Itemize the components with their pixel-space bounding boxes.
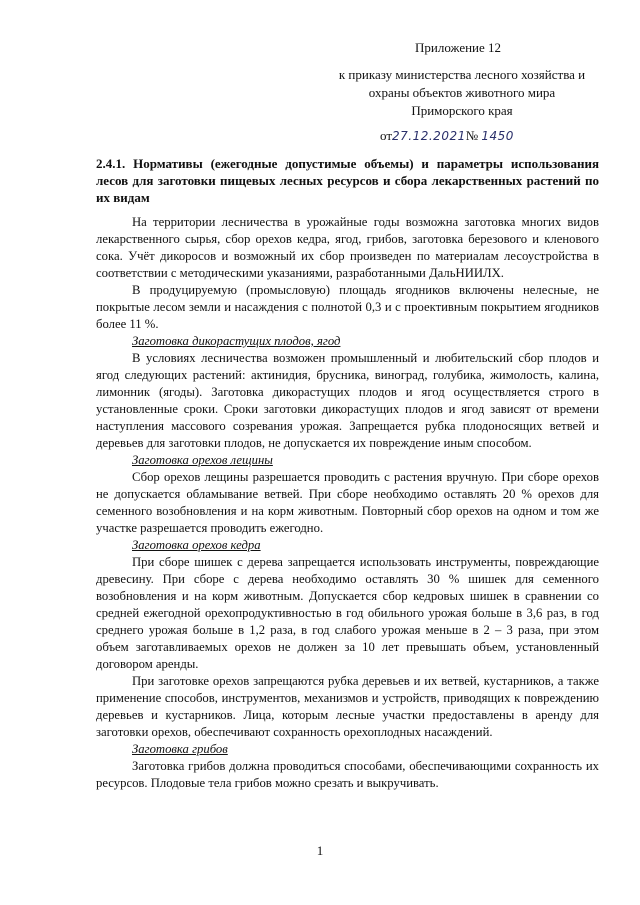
paragraph-mushrooms: Заготовка грибов должна проводиться способами, обеспечивающими сохранность их ресурсов. Плодовые тела грибов можно срезать и выкручивать. <box>96 759 599 790</box>
subheading-cedar-nuts: Заготовка орехов кедра <box>132 538 261 552</box>
paragraph-intro: На территории лесничества в урожайные годы возможна заготовка многих видов лекарственного сырья, сбор орехов кедра, ягод, грибов, заготовка березового и кленового сока. Учёт дикоросов и возможный их сбор произведен по материалам лесоустройства в соответствии с методическими указаниями, разработанными ДальНИИЛХ. <box>96 215 599 280</box>
subheading-hazel-nuts: Заготовка орехов лещины <box>132 453 273 467</box>
subheading-mushrooms: Заготовка грибов <box>132 742 228 756</box>
paragraph-hazel-nuts: Сбор орехов лещины разрешается проводить с растения вручную. При сборе орехов не допускается обламывание ветвей. При сборе необходимо оставлять 20 % орехов для семенного возобновления и на корм животным. Повторный сбор орехов на одном и том же участке разрешается проводить ежегодно. <box>96 470 599 535</box>
number-prefix: № <box>465 128 479 143</box>
page-number: 1 <box>316 843 324 858</box>
paragraph-berry-area: В продуцируемую (промысловую) площадь ягодников включены нелесные, не покрытые лесом земли и насаждения с полнотой 0,3 и с проективным покрытием ягодников более 11 %. <box>96 283 599 331</box>
paragraph-cedar-nuts-1: При сборе шишек с дерева запрещается использовать инструменты, повреждающие древесину. При сборе с дерева необходимо оставлять 30 % шишек для семенного возобновления и на корм животным. Допускается сбор кедровых шишек в сравнении со средней ежегодной орехопродуктивностью в год обильного урожая больше в 3,6 раз, в год среднего урожая больше в 1,2 раза, в год слабого урожая меньше в 2 – 3 раза, при этом объем заготавливаемых орехов не должен за 10 лет превышать объем, установленный договором аренды. <box>96 555 599 671</box>
document-body <box>96 214 599 792</box>
order-reference <box>300 66 624 120</box>
order-line-3: Приморского края <box>411 103 513 118</box>
date-prefix: от <box>380 128 393 143</box>
section-heading: 2.4.1. Нормативы (ежегодные допустимые объемы) и параметры использования лесов для заготовки пищевых лесных ресурсов и сбора лекарственных растений по их видам <box>96 156 599 205</box>
appendix-label: Приложение 12 <box>415 40 502 55</box>
handwritten-date: 27.12.2021 <box>392 129 466 143</box>
paragraph-fruits-berries: В условиях лесничества возможен промышленный и любительский сбор плодов и ягод следующих растений: актинидия, брусника, виноград, голубика, жимолость, калина, лимонник (ягоды). Заготовка дикорастущих плодов и ягод осуществляется строго в установленные сроки. Сроки заготовки дикорастущих плодов и ягод зависят от времени наступления массового созревания урожая. Запрещается рубка плодоносящих ветвей и деревьев для заготовки плодов, не допускается их повреждение иным способом. <box>96 351 599 450</box>
order-line-2: охраны объектов животного мира <box>368 85 556 100</box>
paragraph-cedar-nuts-2: При заготовке орехов запрещаются рубка деревьев и их ветвей, кустарников, а также применение способов, инструментов, механизмов и устройств, приводящих к повреждению деревьев и кустарников. Лица, которым лесные участки предоставлены в аренду для заготовки орехов, обеспечивают сохранность орехоплодных насаждений. <box>96 674 599 739</box>
subheading-fruits-berries: Заготовка дикорастущих плодов, ягод <box>132 334 341 348</box>
order-line-1: к приказу министерства лесного хозяйства и <box>338 67 586 82</box>
handwritten-number: 1450 <box>481 129 514 143</box>
order-date-number <box>380 128 514 144</box>
